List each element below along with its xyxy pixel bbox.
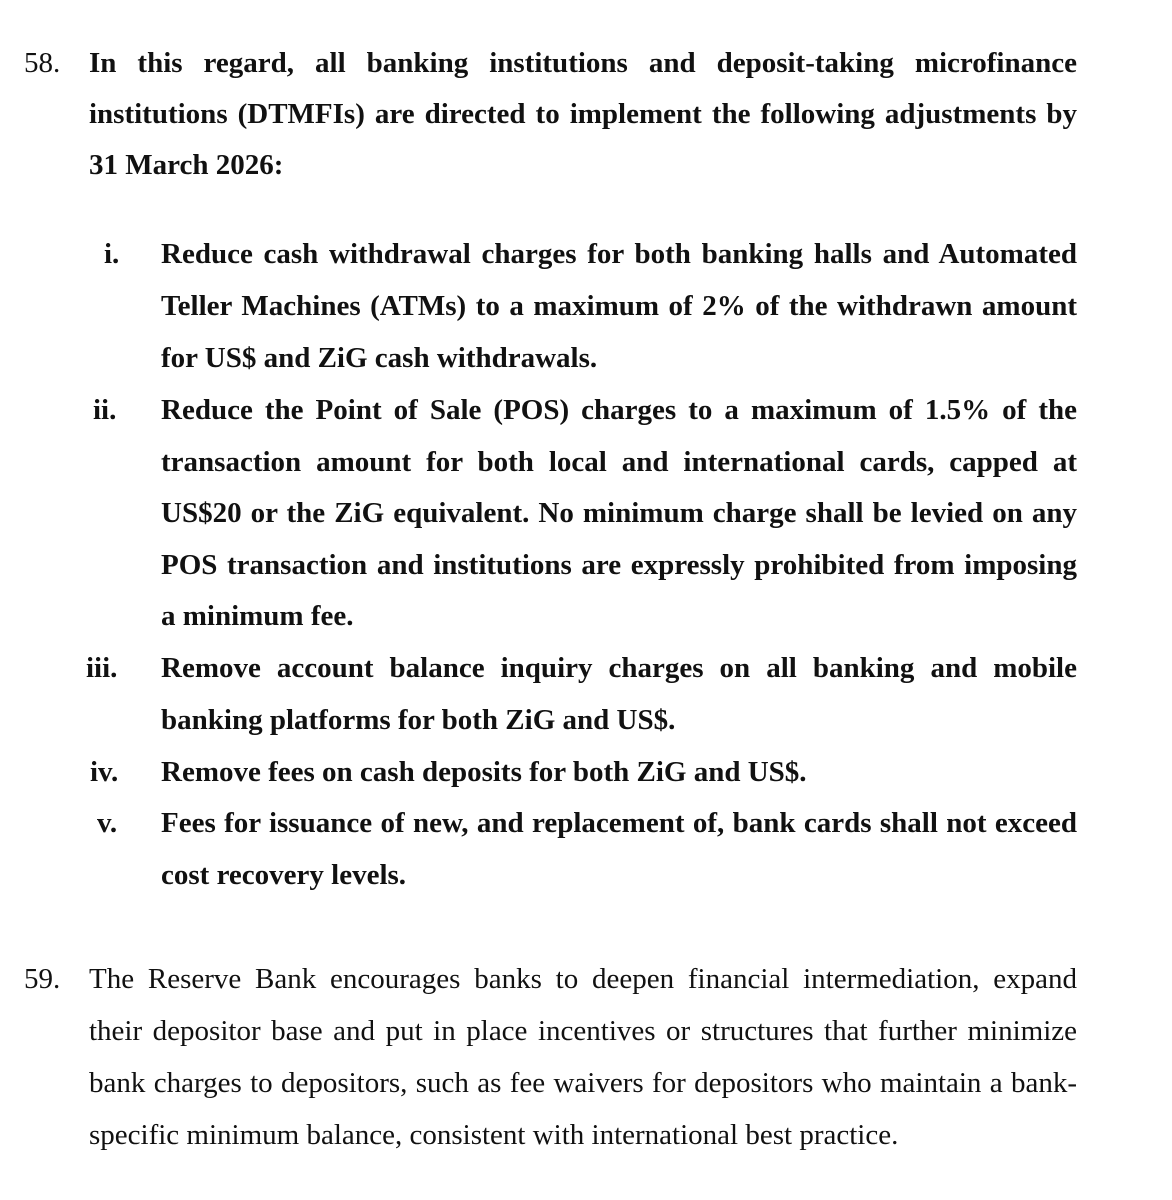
list-marker: i.: [104, 238, 120, 270]
paragraph-number: 59.: [24, 963, 61, 995]
list-marker: ii.: [93, 394, 117, 426]
list-item-line: Reduce the Point of Sale (POS) charges to a maximum of 1.5% of the: [161, 394, 1077, 426]
list-item-line: banking platforms for both ZiG and US$.: [161, 704, 676, 736]
paragraph-line: 31 March 2026:: [89, 149, 284, 181]
list-item-line: Reduce cash withdrawal charges for both banking halls and Automated: [161, 238, 1077, 270]
list-marker: v.: [97, 807, 118, 839]
list-marker: iii.: [86, 652, 118, 684]
list-item-line: a minimum fee.: [161, 600, 354, 632]
list-item-line: Remove fees on cash deposits for both ZiG and US$.: [161, 756, 807, 788]
list-item-line: transaction amount for both local and international cards, capped at: [161, 446, 1077, 478]
paragraph-line: specific minimum balance, consistent with international best practice.: [89, 1119, 899, 1151]
list-marker: iv.: [90, 756, 119, 788]
paragraph-line: The Reserve Bank encourages banks to deepen financial intermediation, expand: [89, 963, 1077, 995]
paragraph-line: In this regard, all banking institutions and deposit-taking microfinance: [89, 47, 1077, 79]
list-item-line: for US$ and ZiG cash withdrawals.: [161, 342, 598, 374]
list-item-line: Teller Machines (ATMs) to a maximum of 2% of the withdrawn amount: [161, 290, 1077, 322]
list-item-line: US$20 or the ZiG equivalent. No minimum charge shall be levied on any: [161, 497, 1077, 529]
paragraph-line: bank charges to depositors, such as fee waivers for depositors who maintain a bank-: [89, 1067, 1077, 1099]
paragraph-number: 58.: [24, 47, 61, 79]
paragraph-line: their depositor base and put in place incentives or structures that further minimize: [89, 1015, 1077, 1047]
list-item-line: Fees for issuance of new, and replacement of, bank cards shall not exceed: [161, 807, 1077, 839]
paragraph-line: institutions (DTMFIs) are directed to implement the following adjustments by: [89, 98, 1077, 130]
list-item-line: cost recovery levels.: [161, 859, 407, 891]
list-item-line: POS transaction and institutions are expressly prohibited from imposing: [161, 549, 1077, 581]
list-item-line: Remove account balance inquiry charges on all banking and mobile: [161, 652, 1077, 684]
